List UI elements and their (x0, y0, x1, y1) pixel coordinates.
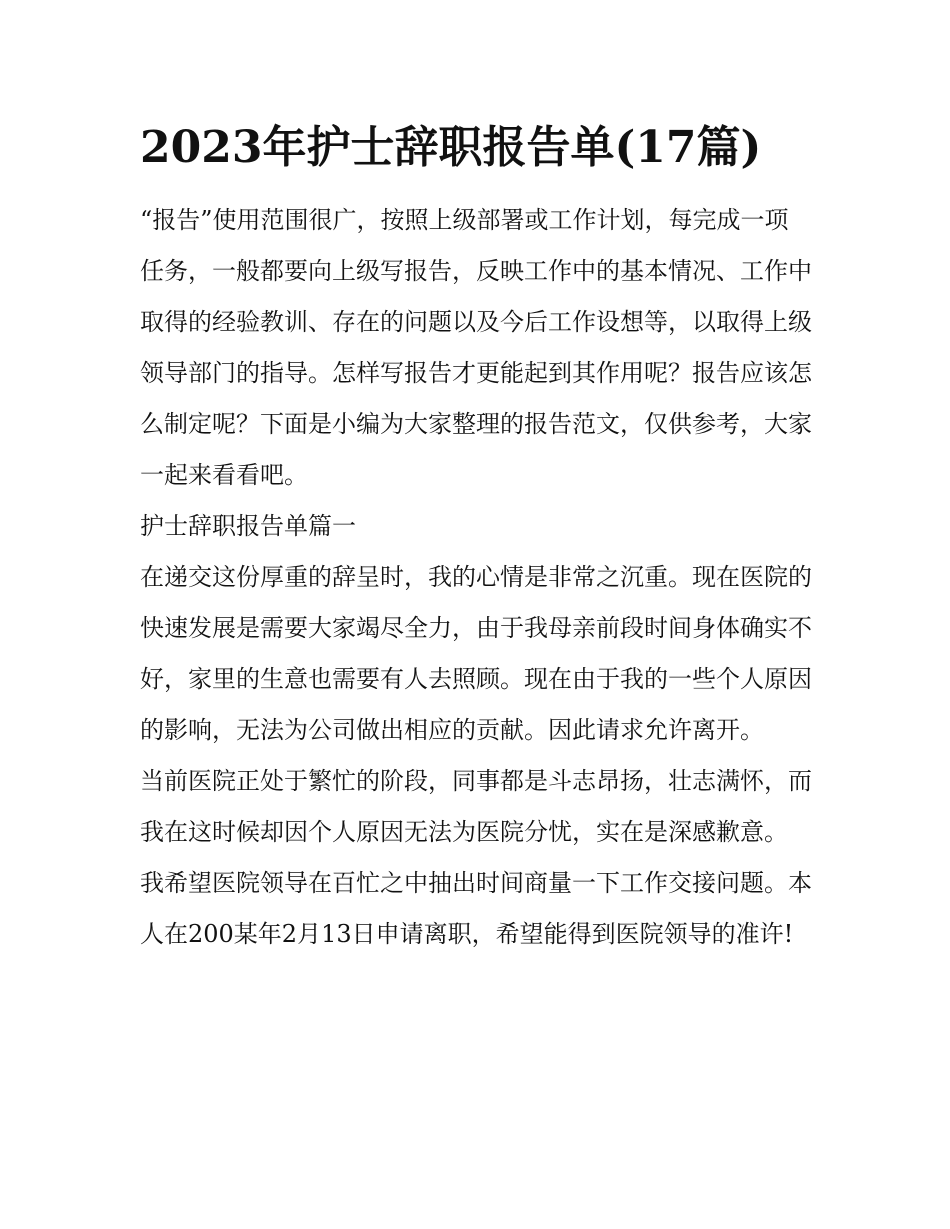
document-body (140, 195, 812, 960)
body-paragraph: 我希望医院领导在百忙之中抽出时间商量一下工作交接问题。本人在200某年2月13日申请离职，希望能得到医院领导的准许! (140, 869, 812, 948)
intro-paragraph: “报告”使用范围很广，按照上级部署或工作计划，每完成一项任务，一般都要向上级写报告，反映工作中的基本情况、工作中取得的经验教训、存在的问题以及今后工作设想等，以取得上级领导部门的指导。怎样写报告才更能起到其作用呢？报告应该怎么制定呢？下面是小编为大家整理的报告范文，仅供参考，大家一起来看看吧。 (140, 206, 812, 489)
body-paragraph: 在递交这份厚重的辞呈时，我的心情是非常之沉重。现在医院的快速发展是需要大家竭尽全力，由于我母亲前段时间身体确实不好，家里的生意也需要有人去照顾。现在由于我的一些个人原因的影响，无法为公司做出相应的贡献。因此请求允许离开。 (140, 563, 812, 744)
body-paragraph: 当前医院正处于繁忙的阶段，同事都是斗志昂扬，壮志满怀，而我在这时候却因个人原因无法为医院分忧，实在是深感歉意。 (140, 767, 812, 846)
document-title: 2023年护士辞职报告单(17篇) (140, 122, 762, 173)
section-heading: 护士辞职报告单篇一 (140, 512, 356, 540)
